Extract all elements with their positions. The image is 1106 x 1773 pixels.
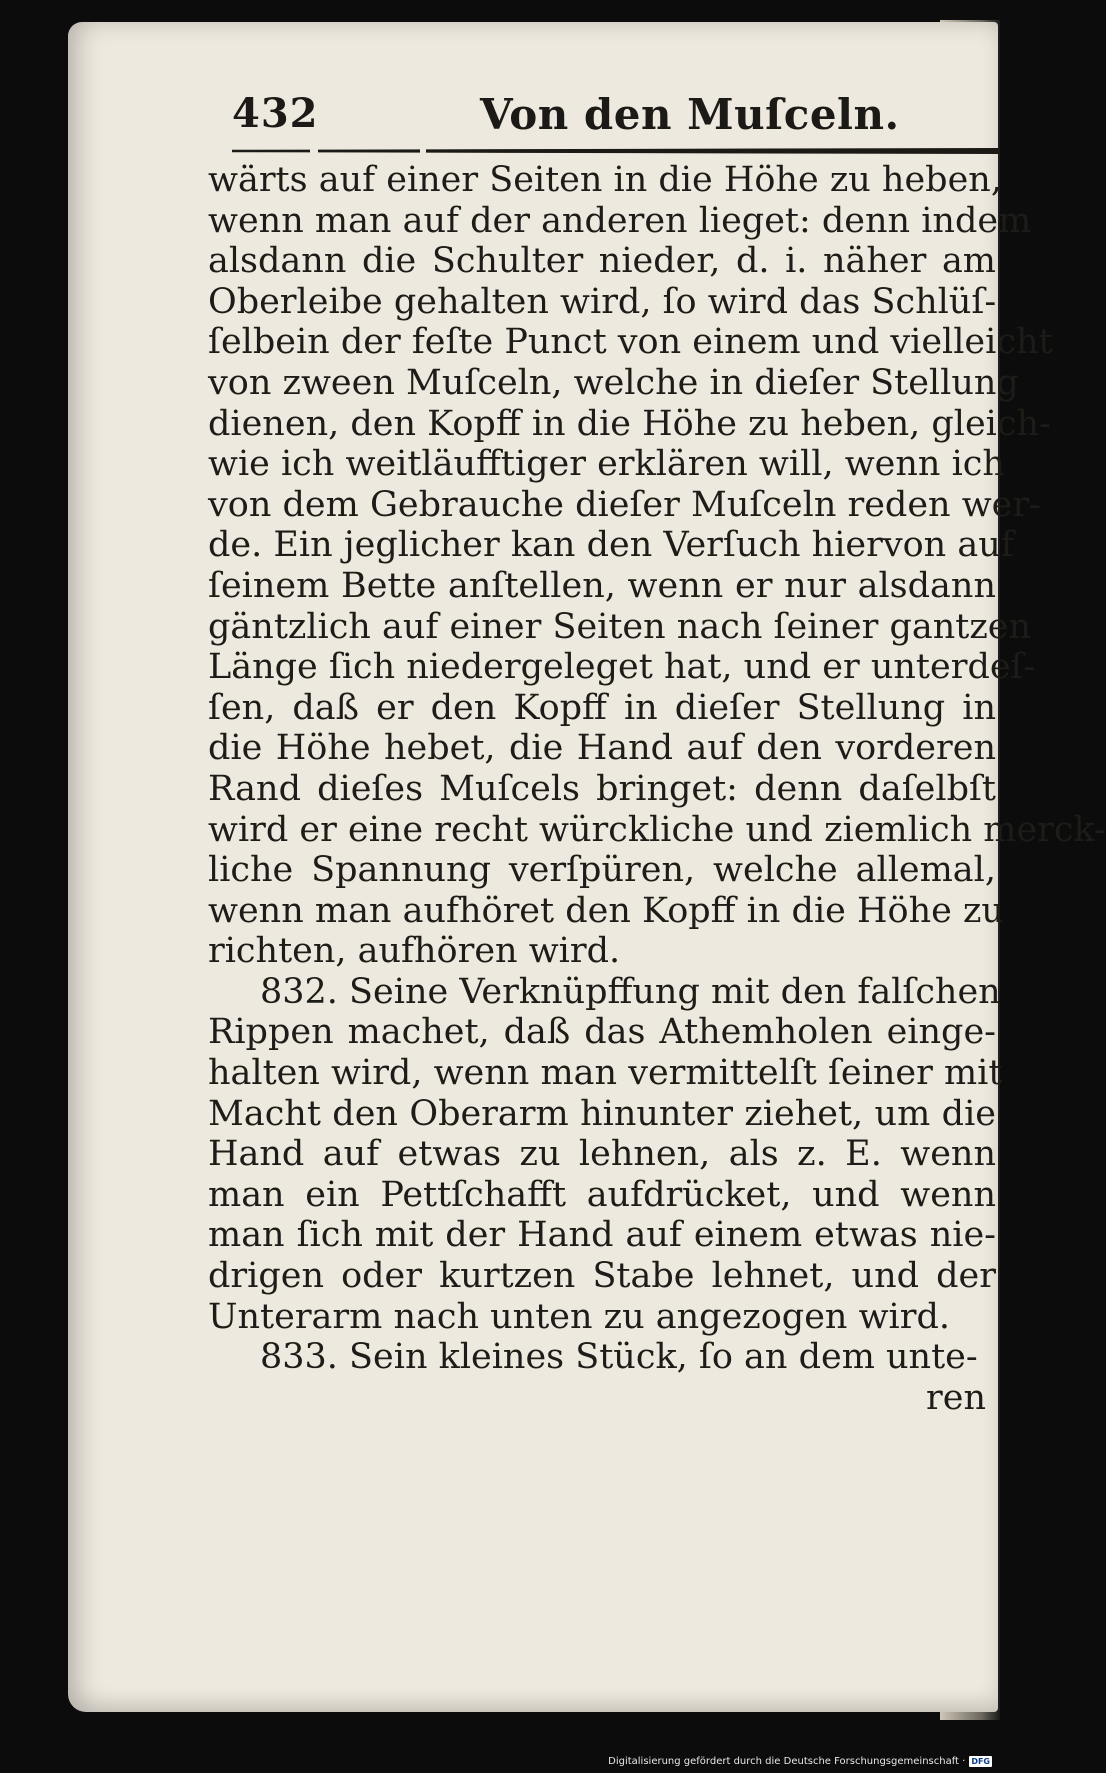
text-line: Macht den Oberarm hinunter ziehet, um die	[208, 1093, 996, 1134]
credit-text: Digitalisierung gefördert durch die Deutsche Forschungsgemeinschaft ·	[608, 1756, 966, 1767]
text-line: von dem Gebrauche dieſer Muſceln reden wer-	[208, 484, 1041, 525]
text-line: 833. Sein kleines Stück, ſo an dem unte-	[260, 1337, 978, 1378]
header-rule-break	[420, 146, 426, 156]
text-line: de. Ein jeglicher kan den Verſuch hiervon auf	[208, 525, 1014, 566]
text-line: von zween Muſceln, welche in dieſer Stellung	[208, 362, 1019, 403]
text-line: ſen, daß er den Kopff in dieſer Stellung in	[208, 687, 996, 728]
page-header	[232, 90, 992, 150]
text-line: wenn man aufhöret den Kopff in die Höhe zu	[208, 890, 1004, 931]
text-line: die Höhe hebet, die Hand auf den vorderen	[208, 728, 996, 769]
text-line: ſeinem Bette anſtellen, wenn er nur alsdann	[208, 565, 996, 606]
text-line: dienen, den Kopff in die Höhe zu heben, gleich-	[208, 403, 1051, 444]
digitization-credit	[608, 1756, 992, 1767]
text-line: wird er eine recht würckliche und ziemlich merck-	[208, 809, 1106, 850]
text-line: Länge ſich niedergeleget hat, und er unterdeſ-	[208, 647, 1036, 688]
body-text	[208, 160, 1106, 1418]
text-line: wenn man auf der anderen lieget: denn indem	[208, 200, 1032, 241]
text-line: halten wird, wenn man vermittelſt ſeiner mit	[208, 1053, 1003, 1094]
text-line: wie ich weitläufftiger erklären will, wenn ich	[208, 444, 1005, 485]
page-number: 432	[232, 90, 319, 137]
text-line: Rand dieſes Muſcels bringet: denn daſelbſt	[208, 768, 996, 809]
text-line: Oberleibe gehalten wird, ſo wird das Schlüſ-	[208, 281, 997, 322]
text-line: drigen oder kurtzen Stabe lehnet, und der	[208, 1256, 996, 1297]
text-line: Rippen machet, daß das Athemholen einge-	[208, 1012, 996, 1053]
text-line: ren	[926, 1377, 986, 1418]
text-line: man ein Pettſchafft aufdrücket, und wenn	[208, 1174, 996, 1215]
running-head: Von den Muſceln.	[480, 90, 900, 139]
text-line: liche Spannung verſpüren, welche allemal,	[208, 850, 996, 891]
text-line: alsdann die Schulter nieder, d. i. näher am	[208, 241, 996, 282]
header-rule-break	[310, 146, 318, 156]
text-line: wärts auf einer Seiten in die Höhe zu heben,	[208, 160, 1002, 200]
text-line: ſelbein der feſte Punct von einem und vielleicht	[208, 322, 1053, 363]
text-line: 832. Seine Verknüpffung mit den falſchen	[260, 971, 1001, 1012]
text-line: man ſich mit der Hand auf einem etwas nie-	[208, 1215, 996, 1256]
text-line: gäntzlich auf einer Seiten nach ſeiner gantzen	[208, 606, 1032, 647]
text-line: Unterarm nach unten zu angezogen wird.	[208, 1296, 951, 1337]
text-line: Hand auf etwas zu lehnen, als z. E. wenn	[208, 1134, 996, 1175]
dfg-logo: DFG	[971, 1757, 990, 1766]
text-line: richten, aufhören wird.	[208, 931, 621, 972]
